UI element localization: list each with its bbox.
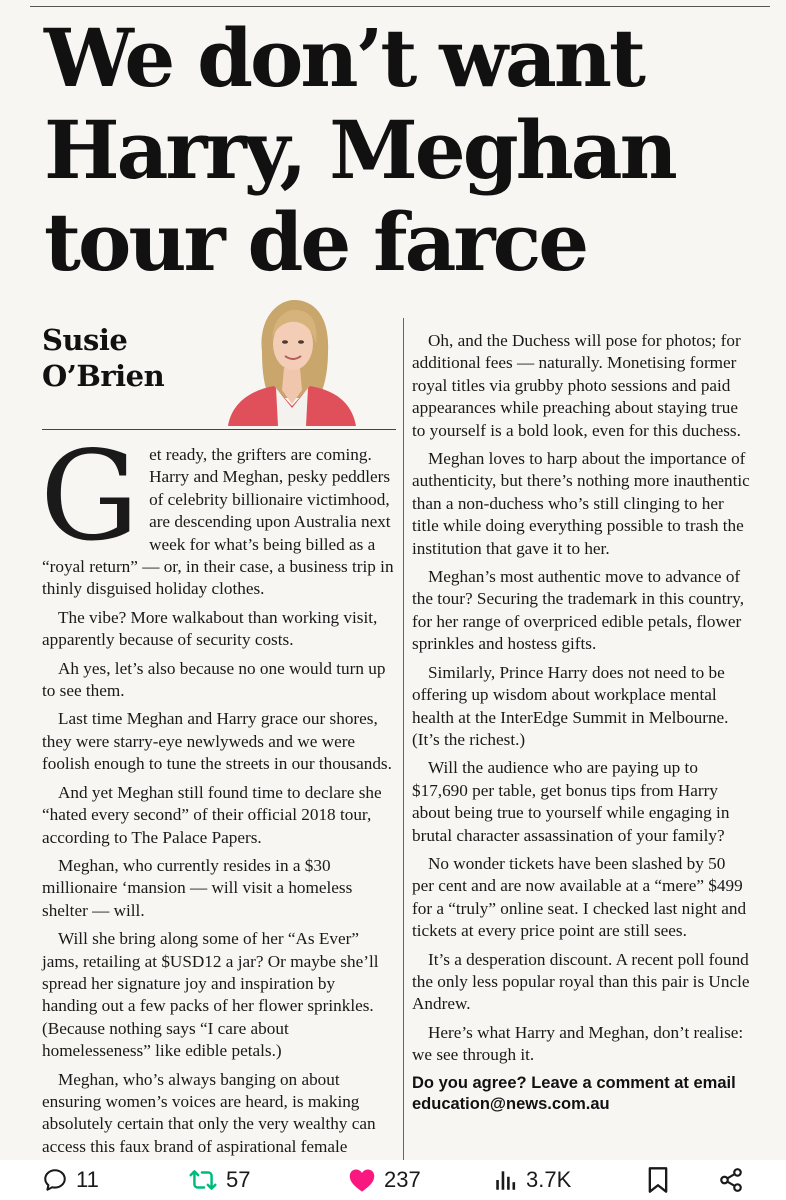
like-count: 237 xyxy=(384,1167,421,1192)
paragraph: The vibe? More walkabout than working visit, apparently because of security costs. xyxy=(42,607,378,650)
paragraph: And yet Meghan still found time to declare she “hated every second” of their official 2018 tour, according to The Palace Papers. xyxy=(42,782,382,847)
column-right xyxy=(412,330,750,1115)
paragraph: Meghan loves to harp about the importance of authenticity, but there’s nothing more inauthentic than a non-duchess who’s still clinging to her title while doing everything possible to trash the institution that gave it to her. xyxy=(412,449,750,558)
comment-call-to-action: Do you agree? Leave a comment at email education@news.com.au xyxy=(412,1073,736,1113)
column-divider xyxy=(403,318,404,1160)
paragraph: Similarly, Prince Harry does not need to be offering up wisdom about workplace mental health at the InterEdge Summit in Melbourne. (It’s the richest.) xyxy=(412,662,729,749)
headline-line-3: tour de farce xyxy=(44,195,587,289)
lead-text: et ready, the grifters are coming. Harry and Meghan, pesky peddlers of celebrity billionaire victimhood, are descending upon Australia next week for what’s being billed as a “royal return” — or, in their case, a business trip in thinly disguised holiday clothes. xyxy=(42,445,394,599)
bookmark-icon xyxy=(646,1166,670,1194)
paragraph: Meghan, who currently resides in a $30 millionaire ‘mansion — will visit a homeless shelter — will. xyxy=(42,855,353,920)
lead-paragraph xyxy=(40,425,394,601)
paragraph: No wonder tickets have been slashed by 50 per cent and are now available at a “mere” $499 for a “truly” online seat. I checked last night and tickets at every price point are still sees. xyxy=(412,853,747,941)
retweet-count: 57 xyxy=(226,1167,251,1192)
paragraph: Last time Meghan and Harry grace our shores, they were starry-eye newlyweds and we were foolish enough to tune the streets in our thousands. xyxy=(42,709,392,774)
author-byline xyxy=(42,322,164,394)
top-rule xyxy=(30,6,770,7)
paragraph: It’s a desperation discount. A recent poll found the only less popular royal than this pair is Uncle Andrew. xyxy=(412,949,750,1014)
retweet-icon xyxy=(188,1167,218,1193)
headline-line-1: We don’t want xyxy=(44,11,644,105)
heart-icon xyxy=(348,1167,376,1193)
paragraph: Ah yes, let’s also because no one would turn up to see them. xyxy=(42,658,386,701)
reply-bubble-icon xyxy=(42,1167,68,1193)
paragraph: Oh, and the Duchess will pose for photos; for additional fees — naturally. Monetising former royal titles via grubby photo sessions and paid appearances while preaching about staying true to yourself is a bold look, even for this duchess. xyxy=(412,331,741,440)
share-icon xyxy=(718,1167,744,1193)
headline xyxy=(44,12,774,288)
drop-cap: G xyxy=(40,425,140,569)
views-bars-icon xyxy=(494,1167,518,1193)
headline-line-2: Harry, Meghan xyxy=(44,103,675,197)
author-first-name: Susie xyxy=(42,323,128,357)
paragraph: Will she bring along some of her “As Ever” jams, retailing at $USD12 a jar? Or maybe she’ll spread her signature joy and inspiration by handing out a few packs of her flower sprinkles. (Because nothing says “I care about homelesseness” like edible petals.) xyxy=(42,929,379,1061)
author-last-name: O’Brien xyxy=(42,359,165,393)
like-button[interactable] xyxy=(348,1160,421,1200)
paragraph: Here’s what Harry and Meghan, don’t realise: we see through it. xyxy=(412,1022,744,1065)
bookmark-button[interactable] xyxy=(646,1160,670,1200)
paragraph: Will the audience who are paying up to $17,690 per table, get bonus tips from Harry about being true to yourself while engaging in brutal character assassination of your family? xyxy=(412,758,730,845)
views-count: 3.7K xyxy=(526,1167,572,1192)
paragraph: Meghan’s most authentic move to advance of the tour? Securing the trademark in this country, for her range of overpriced edible petals, flower sprinkles and hostess gifts. xyxy=(412,567,745,654)
retweet-button[interactable] xyxy=(188,1160,250,1200)
views-button[interactable] xyxy=(494,1160,571,1200)
share-button[interactable] xyxy=(718,1160,744,1200)
tweet-action-bar xyxy=(0,1160,786,1200)
paragraph: Meghan, who’s always banging on about ensuring women’s voices are heard, is making absolutely certain that only the very wealthy can access this faux brand of aspirational female xyxy=(42,1069,376,1156)
author-portrait xyxy=(218,294,366,426)
column-left xyxy=(40,425,394,1160)
reply-button[interactable] xyxy=(42,1160,99,1200)
reply-count: 11 xyxy=(76,1167,99,1192)
